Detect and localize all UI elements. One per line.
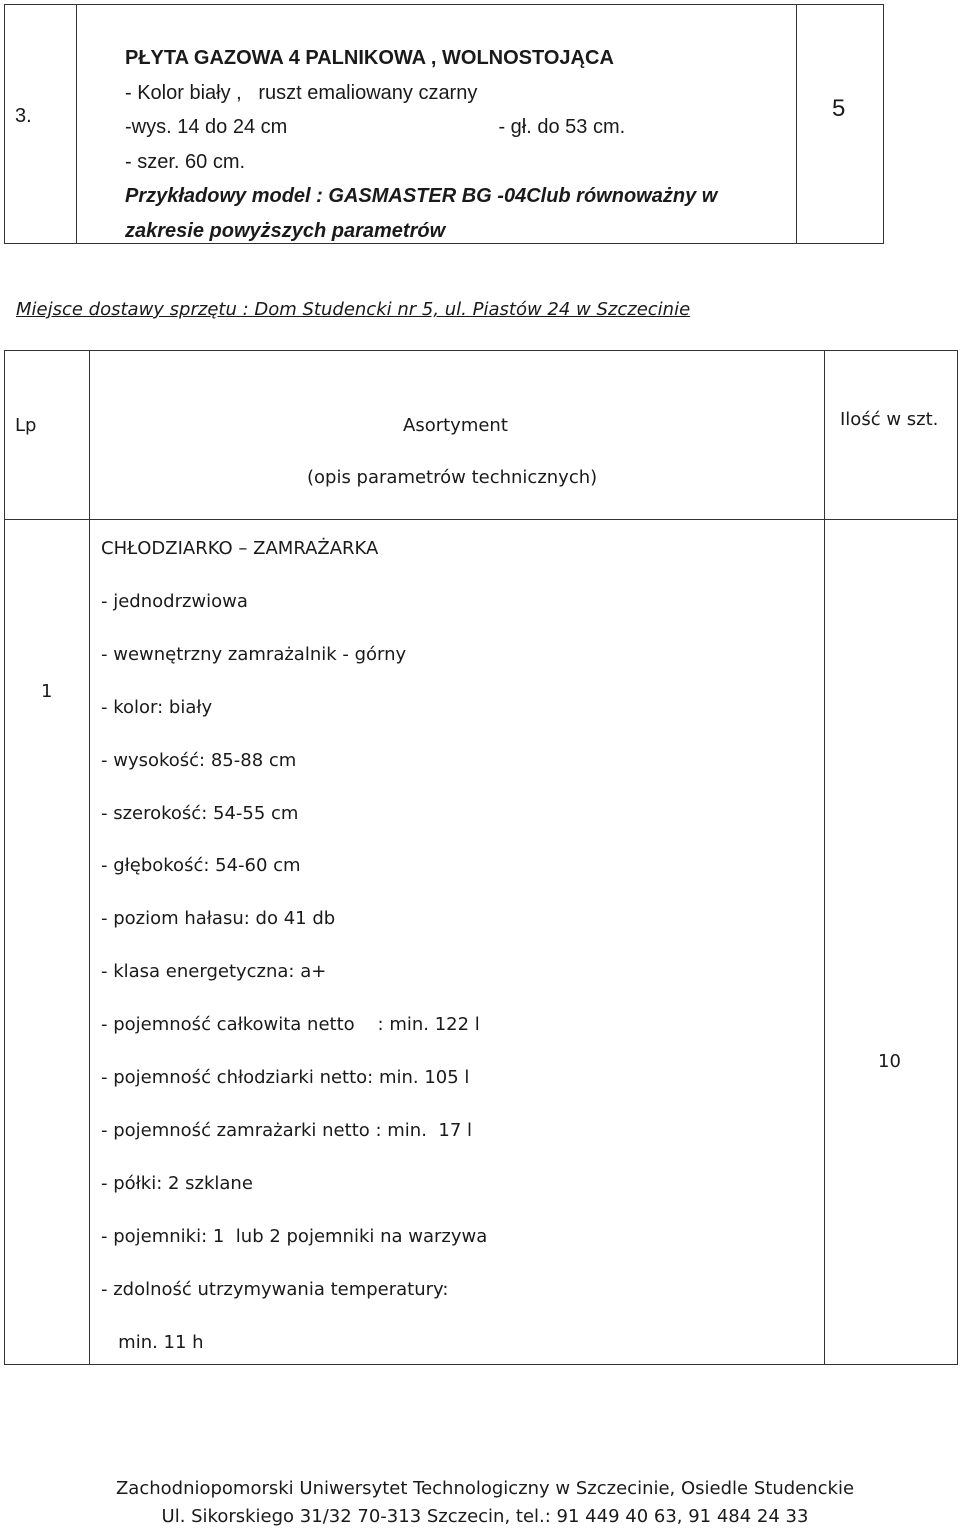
item-description	[125, 41, 717, 248]
appliance-table-gas-hob	[4, 4, 884, 244]
item-quantity: 5	[832, 95, 846, 122]
footer	[0, 1475, 960, 1531]
spec-line: min. 11 h	[101, 1331, 204, 1353]
item-title: CHŁODZIARKO – ZAMRAŻARKA	[101, 538, 379, 559]
model-line: Przykładowy model : GASMASTER BG -04Club równoważny w	[125, 185, 718, 207]
spec-line: - półki: 2 szklane	[101, 1172, 253, 1194]
appliance-table-fridge	[4, 350, 958, 1365]
spec-line: - pojemność zamrażarki netto : min. 17 l	[101, 1119, 473, 1141]
spec-line: - jednodrzwiowa	[101, 590, 248, 612]
spec-line: - kolor: biały	[101, 696, 213, 718]
spec-line: - wysokość: 85-88 cm	[101, 749, 297, 771]
column-divider	[89, 351, 90, 1364]
footer-line: Zachodniopomorski Uniwersytet Technologiczny w Szczecinie, Osiedle Studenckie	[115, 1478, 855, 1499]
header-divider	[5, 519, 957, 520]
header-quantity: Ilość w szt.	[840, 409, 939, 430]
header-asortyment: Asortyment	[403, 415, 508, 436]
row-quantity: 10	[878, 1051, 901, 1072]
spec-line: - Kolor biały , ruszt emaliowany czarny	[125, 81, 478, 104]
footer-line: Ul. Sikorskiego 31/32 70-313 Szczecin, tel.: 91 449 40 63, 91 484 24 33	[161, 1506, 809, 1527]
item-title: PŁYTA GAZOWA 4 PALNIKOWA , WOLNOSTOJĄCA	[125, 47, 614, 69]
row-number: 1	[41, 681, 53, 702]
spec-line: -wys. 14 do 24 cm - gł. do 53 cm.	[125, 116, 626, 138]
spec-line: - zdolność utrzymywania temperatury:	[101, 1278, 449, 1300]
spec-line: - klasa energetyczna: a+	[101, 961, 327, 983]
item-number: 3.	[15, 105, 32, 127]
spec-list	[101, 523, 487, 1370]
column-divider	[824, 351, 825, 1364]
spec-line: - pojemność całkowita netto : min. 122 l	[101, 1014, 480, 1036]
delivery-location: Miejsce dostawy sprzętu : Dom Studencki nr 5, ul. Piastów 24 w Szczecinie	[16, 299, 691, 320]
spec-line: - pojemniki: 1 lub 2 pojemniki na warzywa	[101, 1225, 488, 1247]
spec-line: - głębokość: 54-60 cm	[101, 855, 301, 877]
spec-line: - wewnętrzny zamrażalnik - górny	[101, 643, 407, 665]
header-lp: Lp	[15, 415, 37, 436]
header-description: (opis parametrów technicznych)	[307, 467, 598, 488]
spec-line: - szerokość: 54-55 cm	[101, 802, 299, 824]
spec-line: - szer. 60 cm.	[125, 150, 246, 173]
spec-line: - pojemność chłodziarki netto: min. 105 l	[101, 1067, 470, 1089]
model-line: zakresie powyższych parametrów	[125, 219, 446, 242]
spec-line: - poziom hałasu: do 41 db	[101, 908, 336, 930]
